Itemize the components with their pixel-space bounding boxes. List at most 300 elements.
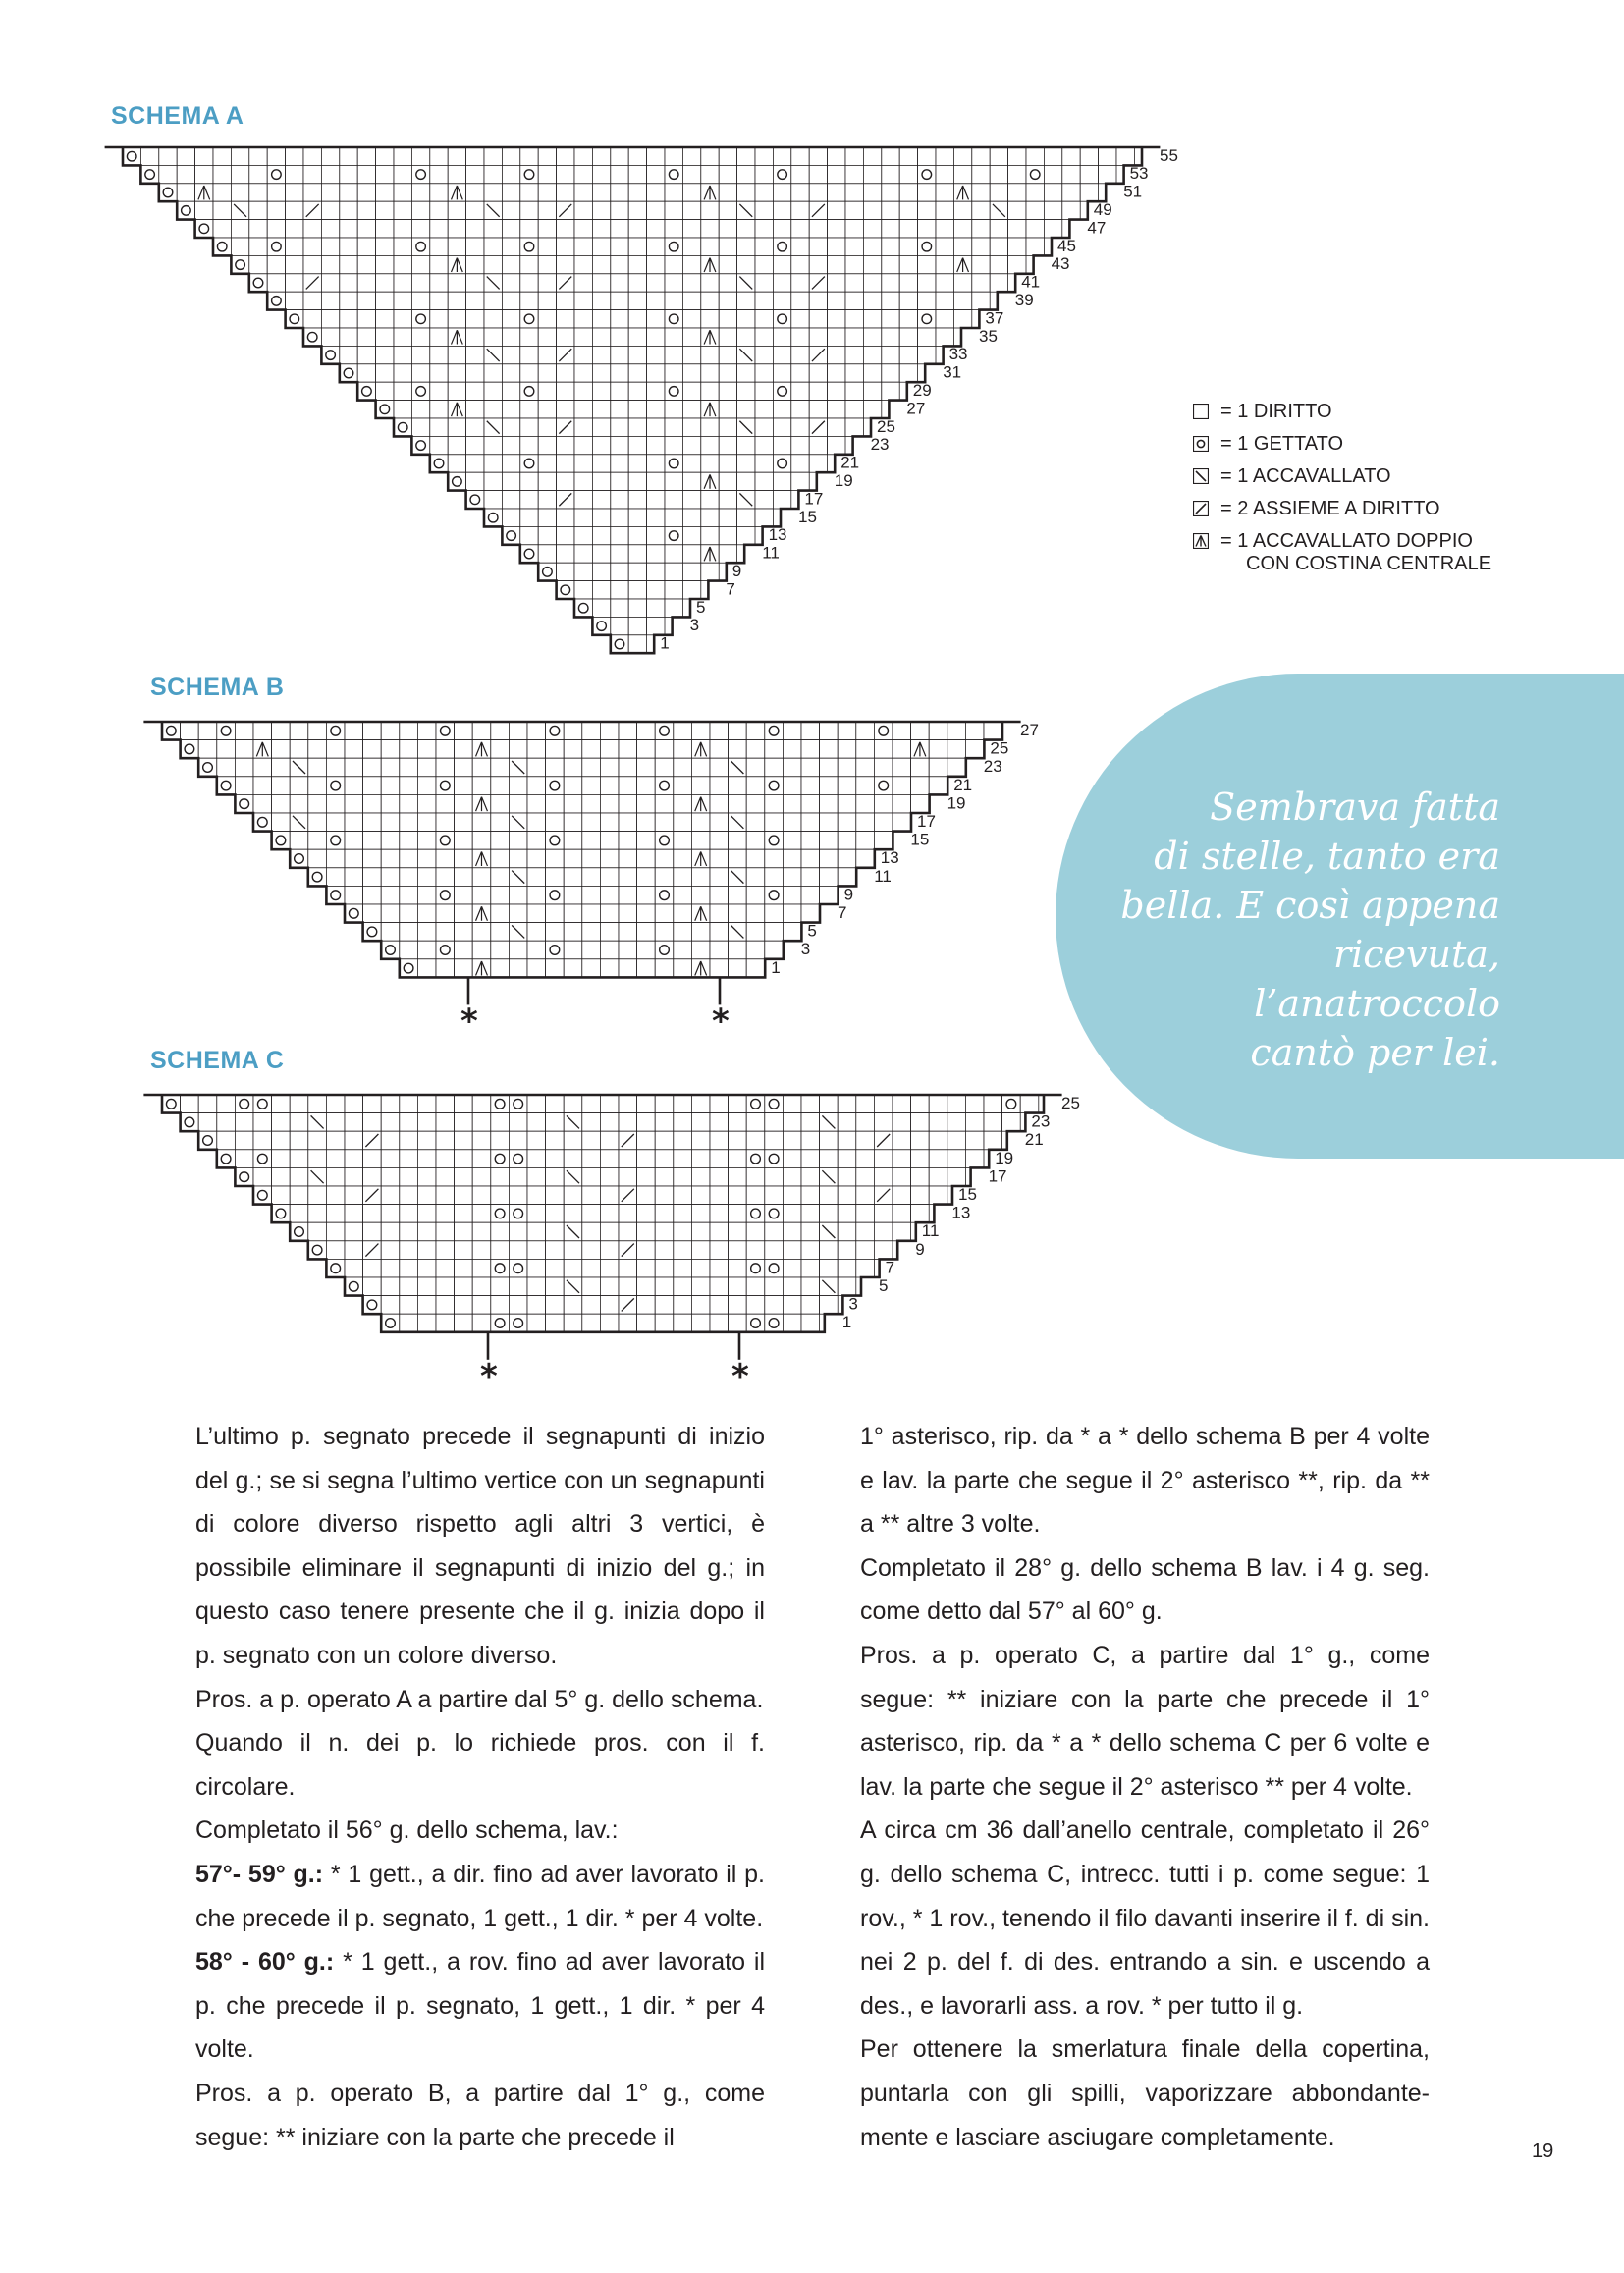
row-number: 1 <box>660 633 670 653</box>
chart-cell <box>217 740 236 759</box>
chart-cell <box>235 740 253 759</box>
chart-cell <box>484 382 502 400</box>
chart-cell <box>272 722 291 740</box>
chart-cell <box>213 201 231 219</box>
chart-cell <box>345 1259 363 1277</box>
chart-cell <box>376 382 394 400</box>
chart-cell <box>809 455 827 472</box>
chart-cell <box>701 274 719 292</box>
chart-cell <box>363 777 382 795</box>
chart-cell <box>929 1131 947 1150</box>
chart-cell <box>682 455 700 472</box>
chart-cell <box>400 1150 418 1168</box>
chart-cell <box>592 292 610 309</box>
chart-cell <box>929 1186 947 1205</box>
chart-cell <box>691 1150 710 1168</box>
chart-cell <box>619 1095 637 1113</box>
chart-cell <box>363 1167 382 1186</box>
chart-cell <box>665 382 682 400</box>
chart-cell <box>411 436 429 454</box>
chart-cell <box>430 184 448 201</box>
chart-cell <box>755 436 773 454</box>
chart-cell <box>520 545 538 563</box>
schema-b-title: SCHEMA B <box>150 674 285 701</box>
chart-cell <box>472 1167 491 1186</box>
chart-cell <box>682 220 700 238</box>
chart-cell <box>198 1113 217 1132</box>
chart-cell <box>765 832 784 850</box>
chart-cell <box>637 813 656 832</box>
chart-cell <box>574 382 592 400</box>
paragraph: A circa cm 36 dall’anello centrale, completato il 26° g. dello schema C, intrecc. tutti i p. come segue: 1 rov., * 1 rov., tenendo il filo davanti inserire il f. di sin. nei 2 p. del f. di des. entrando a sin. e uscendo a des., e lavorarli ass. a rov. * per tutto il g. <box>860 1816 1430 2020</box>
chart-cell <box>710 794 729 813</box>
chart-cell <box>637 832 656 850</box>
quote-line: bella. E così appena <box>1120 884 1500 927</box>
chart-cell <box>357 165 375 183</box>
chart-cell <box>417 1113 436 1132</box>
chart-cell <box>345 777 363 795</box>
chart-cell <box>665 599 682 617</box>
chart-cell <box>448 292 465 309</box>
chart-cell <box>308 832 327 850</box>
chart-cell <box>600 1131 619 1150</box>
chart-cell <box>472 1131 491 1150</box>
chart-cell <box>838 1277 856 1296</box>
chart-cell <box>363 849 382 868</box>
chart-cell <box>326 1095 345 1113</box>
chart-cell <box>574 418 592 436</box>
chart-cell <box>856 1131 875 1150</box>
chart-cell <box>838 758 856 777</box>
chart-cell <box>326 1205 345 1223</box>
chart-cell <box>765 904 784 923</box>
chart-cell <box>472 868 491 887</box>
chart-cell <box>557 382 574 400</box>
chart-cell <box>918 328 936 346</box>
chart-cell <box>729 941 747 959</box>
chart-cell <box>249 220 267 238</box>
chart-cell <box>290 1150 308 1168</box>
chart-cell <box>455 959 473 978</box>
repeat-marker-asterisk: * <box>712 1001 730 1042</box>
chart-cell <box>363 1113 382 1132</box>
chart-cell <box>592 545 610 563</box>
chart-cell <box>217 722 236 740</box>
chart-cell <box>647 545 665 563</box>
chart-cell <box>582 1113 601 1132</box>
chart-cell <box>893 1205 911 1223</box>
chart-cell <box>472 1314 491 1332</box>
chart-cell <box>619 1205 637 1223</box>
chart-cell <box>592 165 610 183</box>
chart-cell <box>267 201 285 219</box>
chart-cell <box>783 849 801 868</box>
chart-cell <box>801 1131 820 1150</box>
chart-cell <box>845 292 863 309</box>
chart-cell <box>929 722 947 740</box>
chart-cell <box>820 1205 839 1223</box>
chart-cell <box>181 722 199 740</box>
chart-cell <box>430 165 448 183</box>
chart-cell <box>213 184 231 201</box>
chart-cell <box>628 617 646 634</box>
chart-cell <box>838 813 856 832</box>
chart-cell <box>828 274 845 292</box>
chart-cell <box>357 328 375 346</box>
chart-cell <box>691 722 710 740</box>
chart-cell <box>381 722 400 740</box>
chart-cell <box>491 1205 510 1223</box>
chart-cell <box>231 238 248 255</box>
chart-cell <box>674 1167 692 1186</box>
chart-cell <box>665 255 682 273</box>
chart-cell <box>538 220 556 238</box>
chart-cell <box>472 1277 491 1296</box>
chart-cell <box>665 238 682 255</box>
chart-cell <box>582 886 601 904</box>
chart-cell <box>472 1222 491 1241</box>
chart-cell <box>326 794 345 813</box>
chart-cell <box>502 526 519 544</box>
chart-cell <box>455 849 473 868</box>
chart-cell <box>628 382 646 400</box>
chart-cell <box>647 491 665 509</box>
chart-cell <box>538 491 556 509</box>
chart-cell <box>947 1131 966 1150</box>
chart-cell <box>783 904 801 923</box>
chart-cell <box>546 1150 565 1168</box>
chart-cell <box>801 1296 820 1315</box>
chart-cell <box>729 1314 747 1332</box>
chart-cell <box>340 255 357 273</box>
chart-cell <box>628 165 646 183</box>
chart-cell <box>455 1222 473 1241</box>
chart-cell <box>611 617 628 634</box>
chart-cell <box>809 238 827 255</box>
chart-cell <box>557 581 574 599</box>
row-number: 9 <box>843 885 854 904</box>
chart-cell <box>809 310 827 328</box>
chart-cell <box>701 418 719 436</box>
chart-cell <box>729 1113 747 1132</box>
chart-cell <box>574 401 592 418</box>
chart-cell <box>874 832 893 850</box>
chart-cell <box>400 886 418 904</box>
chart-cell <box>436 1167 455 1186</box>
chart-cell <box>303 165 321 183</box>
chart-cell <box>746 1205 765 1223</box>
chart-cell <box>729 1150 747 1168</box>
chart-cell <box>801 740 820 759</box>
chart-cell <box>502 255 519 273</box>
chart-cell <box>520 436 538 454</box>
chart-cell <box>592 401 610 418</box>
chart-cell <box>863 165 881 183</box>
chart-cell <box>345 1222 363 1241</box>
chart-cell <box>491 941 510 959</box>
chart-cell <box>965 1113 984 1132</box>
chart-cell <box>655 1259 674 1277</box>
chart-cell <box>290 777 308 795</box>
chart-cell <box>863 328 881 346</box>
chart-cell <box>400 1277 418 1296</box>
chart-cell <box>394 382 411 400</box>
chart-cell <box>527 1314 546 1332</box>
chart-cell <box>918 165 936 183</box>
chart-cell <box>628 201 646 219</box>
chart-cell <box>303 292 321 309</box>
chart-cell <box>582 740 601 759</box>
chart-cell <box>411 346 429 363</box>
chart-cell <box>637 758 656 777</box>
chart-cell <box>710 1095 729 1113</box>
chart-cell <box>466 382 484 400</box>
chart-cell <box>162 1095 181 1113</box>
chart-cell <box>845 328 863 346</box>
chart-cell <box>719 436 736 454</box>
chart-cell <box>611 581 628 599</box>
chart-cell <box>272 1150 291 1168</box>
chart-cell <box>253 1113 272 1132</box>
chart-cell <box>691 1296 710 1315</box>
chart-cell <box>340 201 357 219</box>
chart-cell <box>345 886 363 904</box>
chart-cell <box>755 491 773 509</box>
row-number: 25 <box>990 738 1009 758</box>
chart-cell <box>710 923 729 942</box>
arrow-up-icon <box>1193 533 1209 549</box>
chart-cell <box>746 740 765 759</box>
paragraph: L’ultimo p. segnato precede il segnapunti di inizio del g.; se si segna l’ultimo vertice con un segnapunti di colore diverso rispetto agli altri 3 vertici, è possibile eliminare il segnapunti di inizio del g.; in questo caso tenere presente che il g. inizia dopo il p. segnato con un colore diverso. <box>195 1423 765 1669</box>
chart-cell <box>376 292 394 309</box>
chart-cell <box>737 165 755 183</box>
chart-cell <box>874 1150 893 1168</box>
chart-cell <box>691 1277 710 1296</box>
chart-cell <box>729 1186 747 1205</box>
chart-cell <box>965 740 984 759</box>
chart-cell <box>217 1113 236 1132</box>
chart-cell <box>363 722 382 740</box>
chart-cell <box>286 274 303 292</box>
chart-cell <box>253 1095 272 1113</box>
chart-cell <box>455 1314 473 1332</box>
chart-cell <box>1026 147 1044 165</box>
chart-cell <box>357 220 375 238</box>
chart-cell <box>253 758 272 777</box>
chart-cell <box>527 1167 546 1186</box>
chart-cell <box>592 201 610 219</box>
chart-cell <box>509 1131 527 1150</box>
chart-cell <box>637 777 656 795</box>
chart-cell <box>326 868 345 887</box>
row-number: 21 <box>1024 1130 1044 1150</box>
chart-cell <box>647 328 665 346</box>
chart-cell <box>303 328 321 346</box>
chart-cell <box>710 1296 729 1315</box>
chart-cell <box>674 1131 692 1150</box>
chart-cell <box>765 740 784 759</box>
chart-cell <box>611 455 628 472</box>
chart-cell <box>417 758 436 777</box>
chart-cell <box>929 1167 947 1186</box>
chart-cell <box>564 777 582 795</box>
chart-cell <box>682 328 700 346</box>
chart-cell <box>628 274 646 292</box>
chart-cell <box>682 581 700 599</box>
chart-cell <box>564 1131 582 1150</box>
chart-cell <box>856 1222 875 1241</box>
chart-cell <box>783 1150 801 1168</box>
chart-cell <box>773 165 790 183</box>
chart-cell <box>417 1186 436 1205</box>
row-number: 17 <box>988 1166 1007 1186</box>
chart-cell <box>491 1241 510 1260</box>
chart-cell <box>502 165 519 183</box>
chart-cell <box>828 364 845 382</box>
chart-cell <box>564 740 582 759</box>
chart-cell <box>637 1150 656 1168</box>
chart-cell <box>195 165 213 183</box>
chart-cell <box>719 346 736 363</box>
chart-cell <box>582 1095 601 1113</box>
chart-cell <box>466 401 484 418</box>
chart-cell <box>290 1222 308 1241</box>
chart-cell <box>520 382 538 400</box>
chart-cell <box>582 777 601 795</box>
chart-cell <box>411 184 429 201</box>
chart-cell <box>520 418 538 436</box>
chart-cell <box>899 364 917 382</box>
chart-cell <box>674 794 692 813</box>
chart-cell <box>737 147 755 165</box>
chart-cell <box>177 165 194 183</box>
chart-cell <box>701 147 719 165</box>
chart-cell <box>746 832 765 850</box>
chart-cell <box>691 941 710 959</box>
chart-cell <box>430 455 448 472</box>
chart-cell <box>159 147 177 165</box>
chart-cell <box>801 1113 820 1132</box>
chart-cell <box>546 849 565 868</box>
chart-cell <box>845 346 863 363</box>
chart-cell <box>1026 238 1044 255</box>
chart-cell <box>619 849 637 868</box>
chart-cell <box>502 364 519 382</box>
paragraph: Pros. a p. operato B, a partire dal 1° g., come segue: ** iniziare con la parte che precede il <box>195 2079 765 2151</box>
chart-cell <box>828 238 845 255</box>
chart-cell <box>527 722 546 740</box>
chart-cell <box>820 758 839 777</box>
chart-cell <box>611 310 628 328</box>
chart-cell <box>710 868 729 887</box>
chart-cell <box>491 886 510 904</box>
chart-cell <box>893 1150 911 1168</box>
chart-cell <box>411 255 429 273</box>
chart-cell <box>326 1186 345 1205</box>
chart-cell <box>755 472 773 490</box>
chart-cell <box>746 758 765 777</box>
chart-cell <box>801 1167 820 1186</box>
chart-cell <box>600 1222 619 1241</box>
chart-cell <box>637 1222 656 1241</box>
chart-cell <box>737 255 755 273</box>
row-number: 1 <box>771 957 781 977</box>
chart-cell <box>746 1150 765 1168</box>
chart-cell <box>665 364 682 382</box>
chart-cell <box>801 1150 820 1168</box>
chart-cell <box>828 418 845 436</box>
chart-cell <box>845 147 863 165</box>
chart-cell <box>893 1186 911 1205</box>
chart-cell <box>400 777 418 795</box>
chart-cell <box>527 1095 546 1113</box>
chart-cell <box>376 346 394 363</box>
chart-cell <box>455 777 473 795</box>
chart-cell <box>430 201 448 219</box>
chart-cell <box>773 436 790 454</box>
row-number: 15 <box>910 830 930 849</box>
chart-cell <box>417 1259 436 1277</box>
chart-cell <box>340 346 357 363</box>
circle-icon <box>1193 436 1209 452</box>
chart-cell <box>674 959 692 978</box>
backslash-icon <box>1193 468 1209 484</box>
chart-cell <box>582 1167 601 1186</box>
chart-cell <box>394 364 411 382</box>
chart-cell <box>417 722 436 740</box>
chart-cell <box>710 886 729 904</box>
chart-cell <box>882 292 899 309</box>
chart-cell <box>820 1150 839 1168</box>
chart-cell <box>820 886 839 904</box>
chart-cell <box>765 941 784 959</box>
chart-cell <box>249 147 267 165</box>
chart-cell <box>682 274 700 292</box>
chart-cell <box>381 1277 400 1296</box>
chart-cell <box>746 777 765 795</box>
chart-cell <box>321 201 339 219</box>
chart-cell <box>557 165 574 183</box>
chart-cell <box>701 436 719 454</box>
chart-cell <box>417 1095 436 1113</box>
chart-cell <box>267 220 285 238</box>
chart-cell <box>321 328 339 346</box>
chart-cell <box>972 184 990 201</box>
chart-cell <box>972 255 990 273</box>
chart-cell <box>520 509 538 526</box>
chart-cell <box>1099 165 1116 183</box>
chart-cell <box>820 1241 839 1260</box>
chart-cell <box>181 1113 199 1132</box>
chart-cell <box>198 758 217 777</box>
chart-cell <box>381 1296 400 1315</box>
chart-cell <box>791 220 809 238</box>
chart-cell <box>637 868 656 887</box>
chart-cell <box>520 472 538 490</box>
paragraph <box>195 1853 765 1940</box>
chart-cell <box>249 255 267 273</box>
chart-cell <box>611 346 628 363</box>
chart-cell <box>231 184 248 201</box>
chart-cell <box>801 758 820 777</box>
chart-cell <box>755 292 773 309</box>
chart-cell <box>455 1241 473 1260</box>
chart-cell <box>436 1314 455 1332</box>
chart-cell <box>682 545 700 563</box>
chart-cell <box>400 1113 418 1132</box>
chart-cell <box>655 1186 674 1205</box>
chart-cell <box>411 274 429 292</box>
